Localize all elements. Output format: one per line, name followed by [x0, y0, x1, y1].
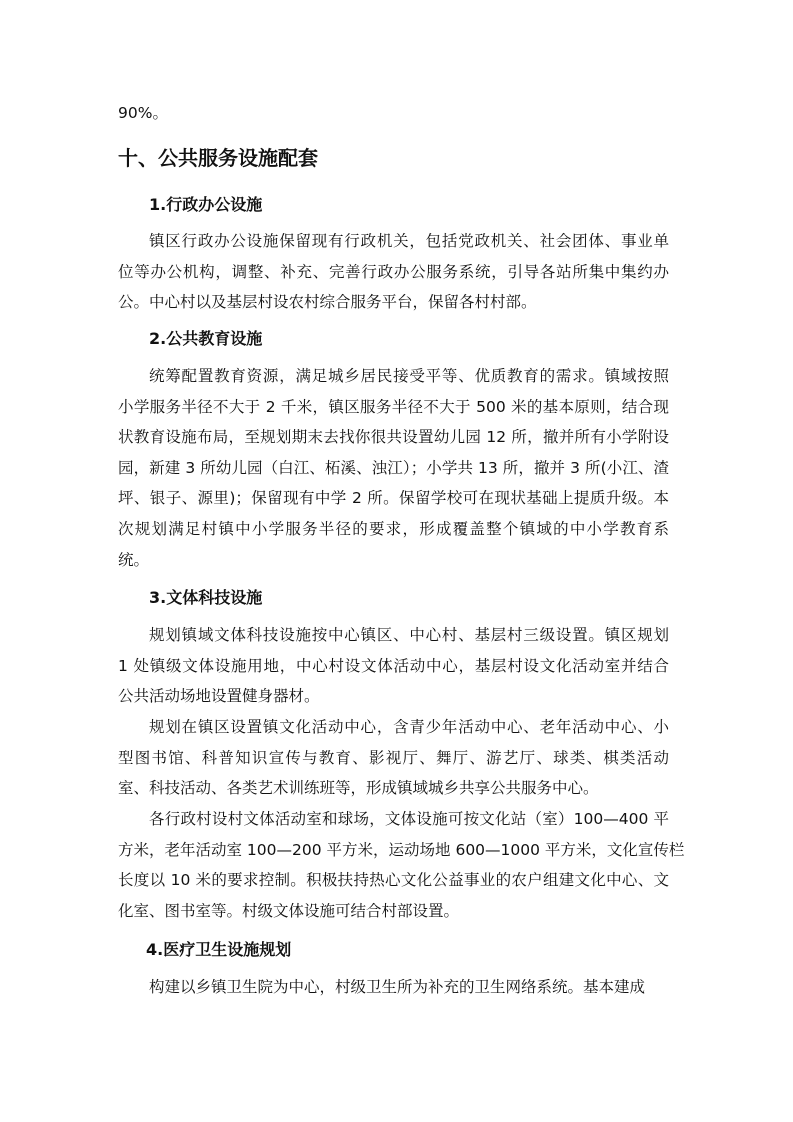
- section-heading: 4.医疗卫生设施规划: [146, 940, 292, 959]
- text-line: 长度以 10 米的要求控制。积极扶持热心文化公益事业的农户组建文化中心、文: [118, 871, 669, 890]
- text-line: 型图书馆、科普知识宣传与教育、影视厅、舞厅、游艺厅、球类、棋类活动: [118, 748, 669, 767]
- text-line: 坪、银子、源里)；保留现有中学 2 所。保留学校可在现状基础上提质升级。本: [118, 489, 669, 508]
- text-line: 化室、图书室等。村级文体设施可结合村部设置。: [118, 901, 460, 920]
- text-line: 规划在镇区设置镇文化活动中心，含青少年活动中心、老年活动中心、小: [149, 718, 669, 736]
- paragraph: [118, 712, 669, 804]
- text-line: 公。中心村以及基层村设农村综合服务平台，保留各村村部。: [118, 293, 537, 312]
- text-line: 次规划满足村镇中小学服务半径的要求，形成覆盖整个镇域的中小学教育系: [118, 519, 669, 538]
- paragraph: [118, 226, 669, 318]
- section-heading: 1.行政办公设施: [149, 195, 263, 214]
- chapter-heading: 十、公共服务设施配套: [118, 146, 318, 170]
- paragraph: [118, 972, 669, 1003]
- text-line: 统。: [118, 550, 150, 569]
- section-heading: 2.公共教育设施: [149, 329, 263, 348]
- paragraph: [118, 620, 669, 712]
- text-line: 状教育设施布局，至规划期末去找你很共设置幼儿园 12 所，撤并所有小学附设: [118, 428, 669, 447]
- paragraph: [118, 361, 669, 575]
- text-line: 位等办公机构，调整、补充、完善行政办公服务系统，引导各站所集中集约办: [118, 262, 669, 281]
- text-line: 园，新建 3 所幼儿园（白江、柘溪、浊江）；小学共 13 所，撤并 3 所(小江、渣: [118, 458, 669, 477]
- text-line: 方米，老年活动室 100—200 平方米，运动场地 600—1000 平方米，文化宣传栏: [118, 840, 685, 859]
- section-heading: 3.文体科技设施: [149, 588, 263, 607]
- text-line: 规划镇域文体科技设施按中心镇区、中心村、基层村三级设置。镇区规划: [149, 626, 669, 644]
- text-line: 小学服务半径不大于 2 千米，镇区服务半径不大于 500 米的基本原则，结合现: [118, 397, 669, 416]
- text-line: 公共活动场地设置健身器材。: [118, 687, 320, 706]
- text-line: 1 处镇级文体设施用地，中心村设文体活动中心，基层村设文化活动室并结合: [118, 656, 669, 675]
- text-line: 构建以乡镇卫生院为中心，村级卫生所为补充的卫生网络系统。基本建成: [149, 978, 646, 996]
- top-fragment: 90%。: [118, 104, 168, 122]
- text-line: 统筹配置教育资源，满足城乡居民接受平等、优质教育的需求。镇域按照: [149, 367, 669, 385]
- paragraph: [118, 804, 685, 926]
- text-line: 各行政村设村文体活动室和球场，文体设施可按文化站（室）100—400 平: [149, 810, 669, 828]
- text-line: 室、科技活动、各类艺术训练班等，形成镇域城乡共享公共服务中心。: [118, 779, 599, 798]
- text-line: 镇区行政办公设施保留现有行政机关，包括党政机关、社会团体、事业单: [149, 232, 669, 250]
